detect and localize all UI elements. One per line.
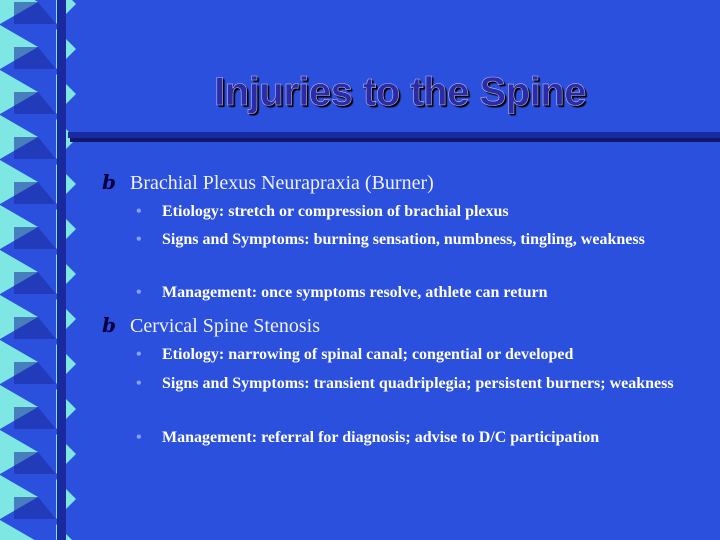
dot-bullet-icon: •: [136, 429, 142, 446]
zigzag-shadow: [14, 2, 56, 24]
dot-bullet-icon: •: [136, 375, 142, 392]
slide-title-text: Injuries to the Spine: [214, 70, 586, 114]
zigzag-shadow: [14, 182, 56, 204]
bullet-text: Signs and Symptoms: transient quadriplegia; persistent burners; weakness: [162, 375, 674, 392]
zigzag-shadow: [14, 317, 56, 339]
zigzag-shadow: [14, 47, 56, 69]
zigzag-shadow: [14, 137, 56, 159]
section-heading-text: Brachial Plexus Neurapraxia (Burner): [130, 172, 434, 194]
bullet-text: Etiology: stretch or compression of brachial plexus: [162, 203, 509, 220]
bullet-item: [136, 343, 696, 367]
dot-bullet-icon: •: [136, 231, 142, 248]
bullet-text: Management: once symptoms resolve, athlete can return: [162, 284, 548, 301]
zigzag-shadow: [14, 407, 56, 429]
bullet-item: [136, 200, 696, 224]
wingdings-b-bullet-icon: b: [102, 170, 116, 194]
zigzag-shadow: [14, 272, 56, 294]
section-heading-text: Cervical Spine Stenosis: [130, 315, 320, 337]
bullet-text: Management: referral for diagnosis; advise to D/C participation: [162, 429, 600, 446]
bullet-item: [136, 228, 696, 276]
bullet-text: Etiology: narrowing of spinal canal; congential or developed: [162, 346, 574, 363]
slide-title: [130, 64, 670, 120]
zigzag-shadow: [14, 92, 56, 114]
wingdings-b-bullet-icon: b: [102, 313, 116, 337]
zigzag-wedge: [0, 520, 38, 540]
bullet-item: [136, 426, 696, 474]
bullet-item: [136, 372, 696, 420]
section-heading-stenosis: [102, 313, 702, 343]
title-underline: [68, 132, 720, 138]
bullet-text: Signs and Symptoms: burning sensation, numbness, tingling, weakness: [162, 231, 645, 248]
zigzag-shadow: [14, 362, 56, 384]
zigzag-shadow: [14, 227, 56, 249]
bullet-item: [136, 281, 696, 305]
left-dark-bar: [57, 0, 66, 540]
zigzag-shadow: [14, 497, 56, 519]
dot-bullet-icon: •: [136, 203, 142, 220]
section-heading-burner: [102, 170, 702, 200]
zigzag-shadow: [14, 452, 56, 474]
dot-bullet-icon: •: [136, 346, 142, 363]
dot-bullet-icon: •: [136, 284, 142, 301]
